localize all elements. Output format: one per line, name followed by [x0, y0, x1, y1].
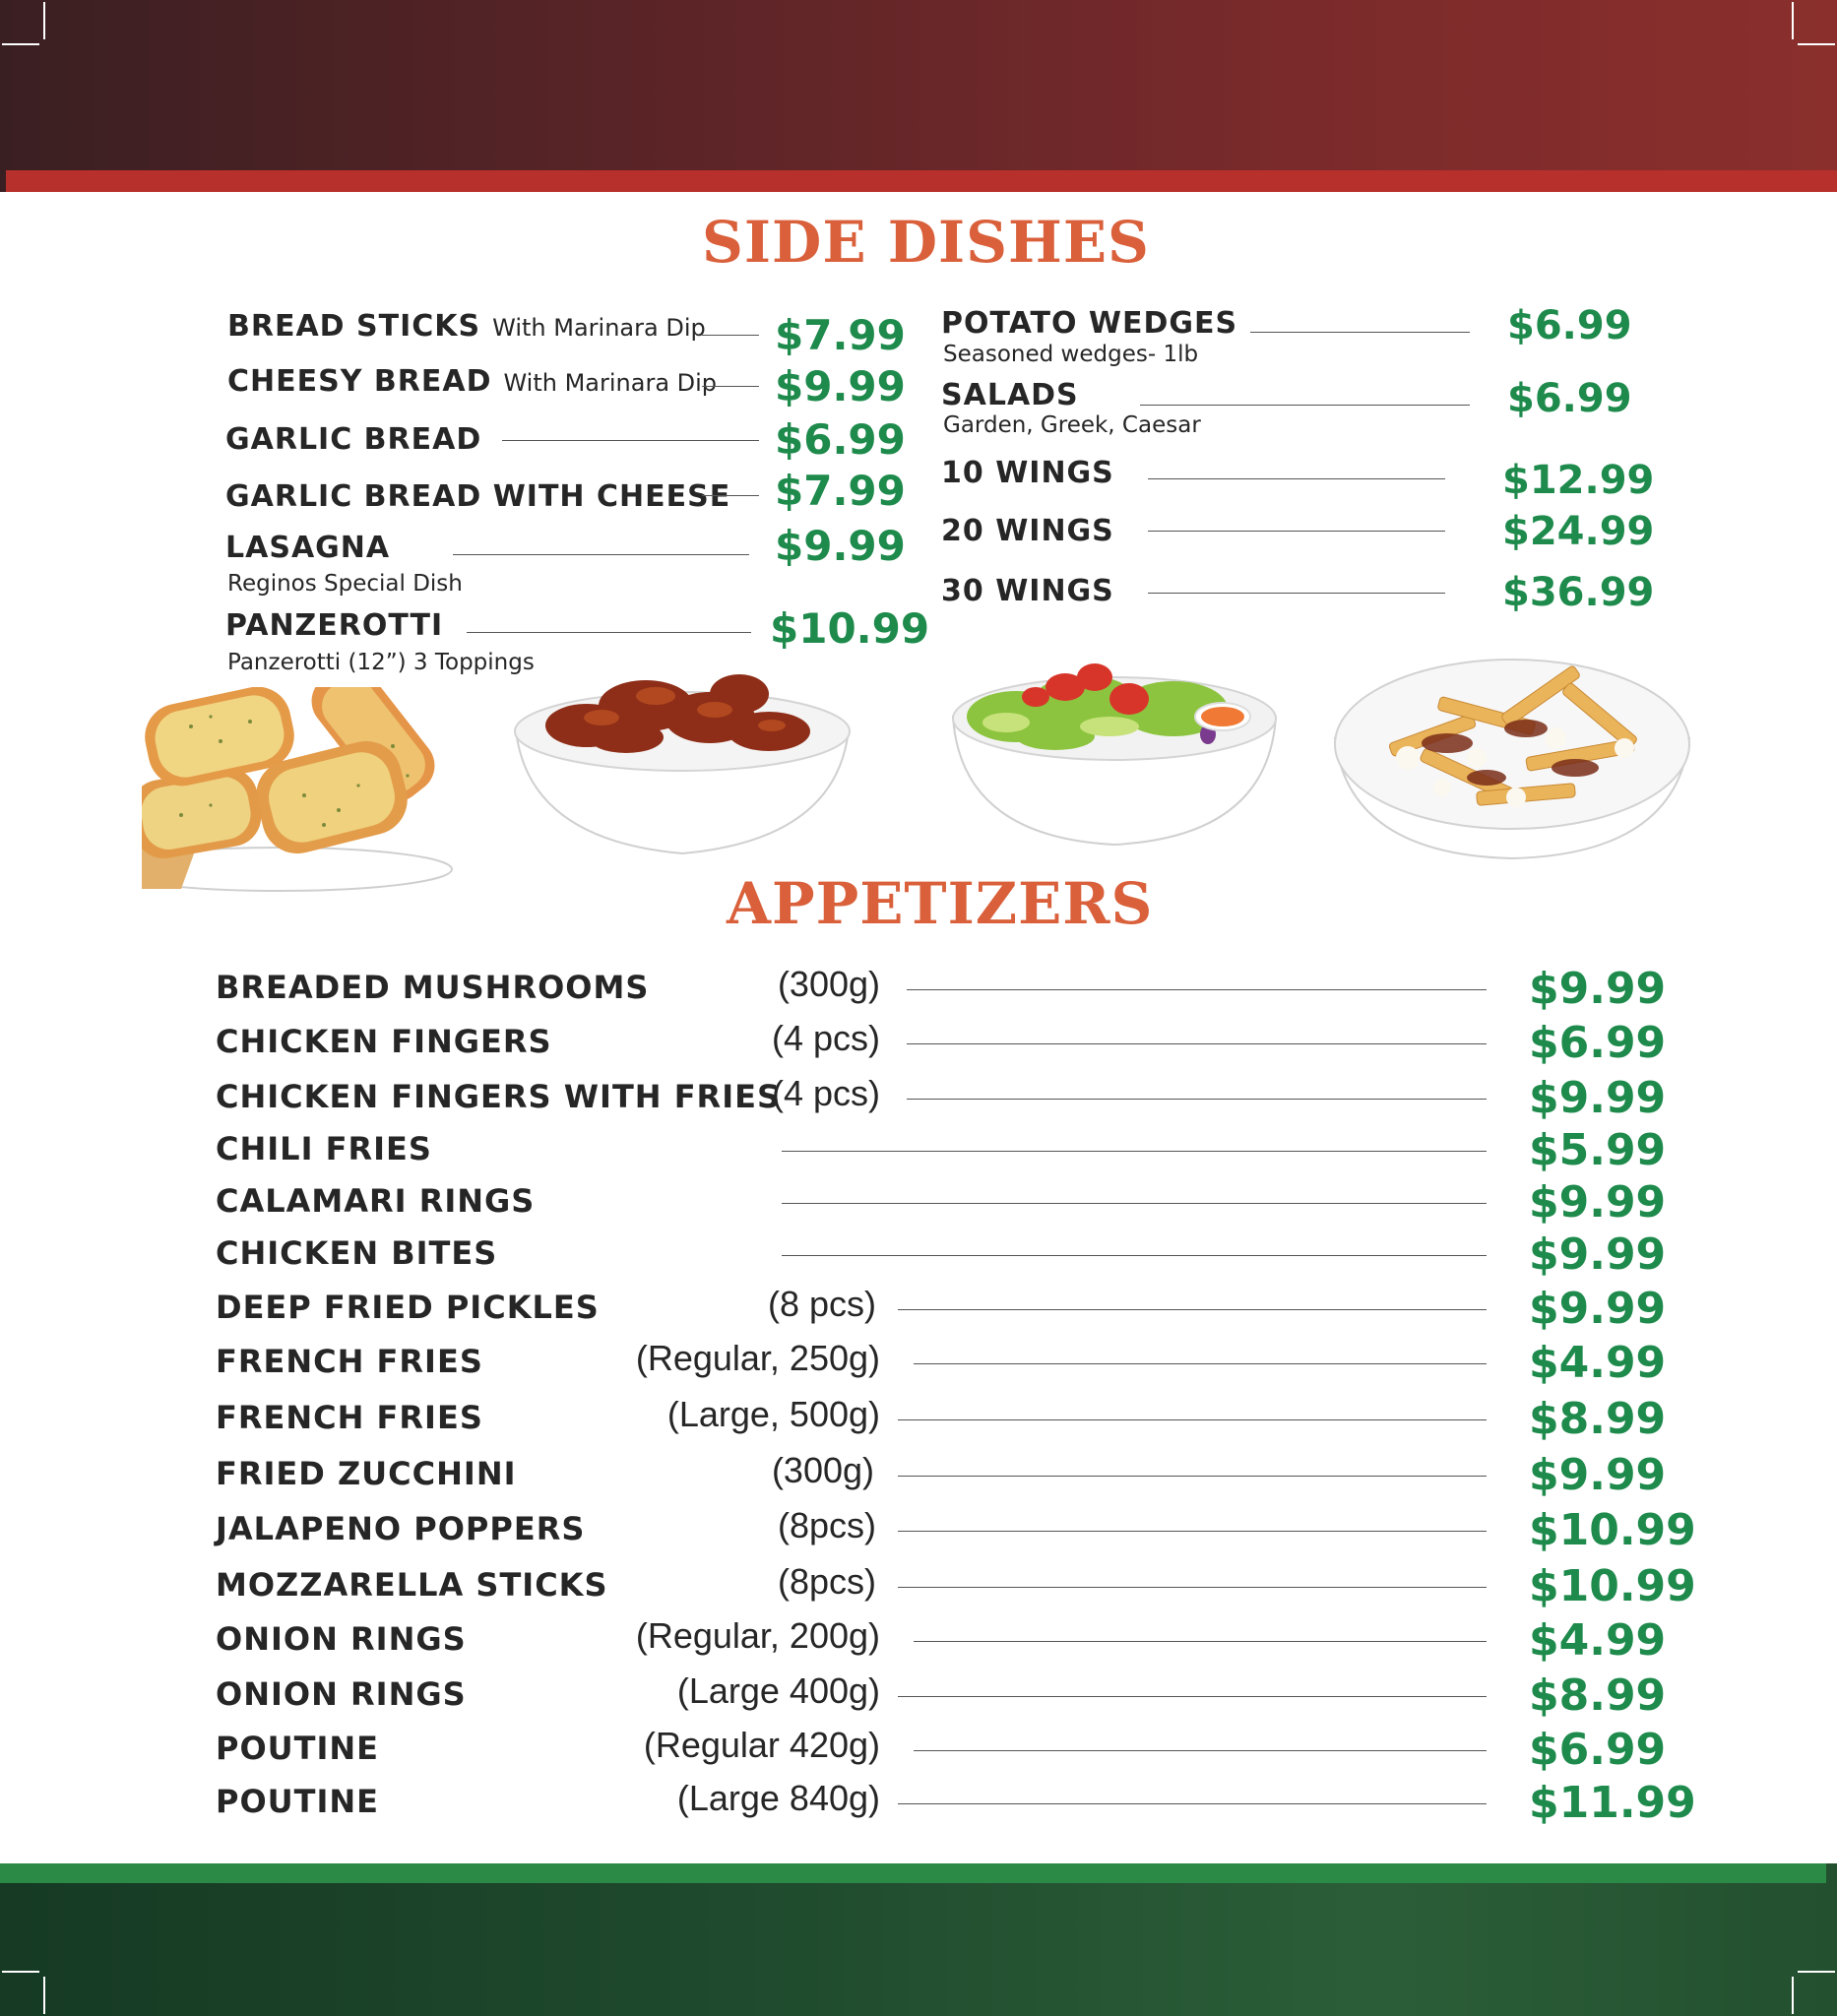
side-item-price: $36.99 — [1502, 570, 1655, 615]
appetizer-price: $5.99 — [1529, 1125, 1667, 1175]
appetizers-title: APPETIZERS — [727, 870, 1154, 937]
crop-mark-bottom-left — [2, 1971, 39, 1973]
leader-line — [1140, 405, 1470, 406]
chicken-wings-photo — [508, 672, 856, 859]
crop-mark-top-right — [1798, 43, 1835, 45]
appetizer-name: BREADED MUSHROOMS — [216, 969, 650, 1006]
leader-line — [898, 1531, 1487, 1532]
appetizer-quantity: (4 pcs) — [771, 1018, 880, 1058]
appetizer-price: $10.99 — [1529, 1561, 1696, 1611]
leader-line — [467, 632, 751, 633]
appetizer-quantity: (4 pcs) — [771, 1073, 880, 1113]
side-item-price: $6.99 — [1507, 303, 1632, 348]
side-item-name: LASAGNA — [225, 531, 391, 565]
leader-line — [782, 1151, 1487, 1152]
appetizer-quantity: (8 pcs) — [767, 1284, 876, 1324]
side-item-price: $6.99 — [1507, 376, 1632, 421]
appetizer-quantity: (Large 840g) — [676, 1778, 880, 1818]
leader-line — [1250, 332, 1470, 333]
bottom-green-stripe — [0, 1863, 1826, 1883]
appetizer-quantity: (8pcs) — [777, 1561, 876, 1602]
appetizer-name: MOZZARELLA STICKS — [216, 1566, 608, 1604]
leader-line — [782, 1203, 1487, 1204]
appetizer-quantity: (300g) — [771, 1450, 874, 1490]
leader-line — [702, 335, 759, 336]
appetizer-price: $9.99 — [1529, 1073, 1667, 1123]
side-dishes-title: SIDE DISHES — [702, 209, 1150, 276]
leader-line — [702, 495, 759, 496]
leader-line — [907, 989, 1487, 990]
top-banner — [0, 0, 1837, 192]
side-item-note: With Marinara Dip — [492, 314, 706, 342]
leader-line — [453, 554, 749, 555]
appetizer-name: CHICKEN BITES — [216, 1234, 498, 1272]
side-item-price: $6.99 — [775, 415, 906, 464]
side-item-name: GARLIC BREAD — [225, 422, 482, 457]
side-item-note: With Marinara Dip — [503, 369, 718, 397]
leader-line — [502, 440, 759, 441]
side-item-name: BREAD STICKS With Marinara Dip — [227, 309, 706, 344]
appetizer-name: CHICKEN FINGERS — [216, 1023, 552, 1060]
side-item-subtitle: Garden, Greek, Caesar — [943, 412, 1201, 438]
appetizer-price: $9.99 — [1529, 1284, 1667, 1334]
leader-line — [914, 1363, 1487, 1364]
appetizer-name: ONION RINGS — [216, 1620, 467, 1658]
appetizer-price: $11.99 — [1529, 1778, 1696, 1828]
leader-line — [907, 1043, 1487, 1044]
appetizer-price: $6.99 — [1529, 1725, 1667, 1775]
side-item-price: $7.99 — [775, 467, 906, 515]
leader-line — [782, 1255, 1487, 1256]
appetizer-name: CALAMARI RINGS — [216, 1182, 536, 1220]
appetizer-quantity: (300g) — [777, 964, 880, 1004]
appetizer-name: FRENCH FRIES — [216, 1343, 483, 1380]
crop-mark-top-right — [1792, 2, 1794, 39]
leader-line — [1148, 478, 1445, 479]
appetizer-price: $8.99 — [1529, 1670, 1667, 1721]
side-item-name: GARLIC BREAD WITH CHEESE — [225, 479, 731, 514]
side-item-name: 10 WINGS — [941, 456, 1114, 490]
garlic-bread-photo — [142, 687, 467, 898]
side-item-price: $12.99 — [1502, 458, 1655, 503]
appetizer-name: JALAPENO POPPERS — [216, 1510, 586, 1547]
appetizer-quantity: (Regular 420g) — [643, 1725, 880, 1765]
appetizer-price: $8.99 — [1529, 1394, 1667, 1444]
garden-salad-photo — [947, 658, 1282, 850]
leader-line — [702, 386, 759, 387]
leader-line — [898, 1587, 1487, 1588]
appetizer-quantity: (Regular, 250g) — [635, 1338, 880, 1378]
side-item-name: SALADS — [941, 378, 1079, 412]
side-item-name: 20 WINGS — [941, 514, 1114, 548]
appetizer-name: DEEP FRIED PICKLES — [216, 1289, 600, 1326]
side-item-name: PANZEROTTI — [225, 608, 444, 643]
crop-mark-bottom-right — [1798, 1971, 1835, 1973]
appetizer-name: CHICKEN FINGERS WITH FRIES — [216, 1078, 781, 1115]
side-item-price: $24.99 — [1502, 509, 1655, 554]
appetizer-quantity: (Large, 500g) — [666, 1394, 880, 1434]
side-item-name: 30 WINGS — [941, 574, 1114, 608]
leader-line — [898, 1696, 1487, 1697]
appetizer-price: $4.99 — [1529, 1338, 1667, 1388]
crop-mark-top-left — [2, 43, 39, 45]
appetizer-name: FRENCH FRIES — [216, 1399, 483, 1436]
appetizer-name: ONION RINGS — [216, 1675, 467, 1713]
side-item-price: $10.99 — [770, 604, 930, 653]
appetizer-name: CHILI FRIES — [216, 1130, 432, 1167]
side-item-name: CHEESY BREAD With Marinara Dip — [227, 364, 718, 399]
leader-line — [898, 1803, 1487, 1804]
top-red-stripe — [6, 170, 1837, 192]
side-item-name: POTATO WEDGES — [941, 306, 1238, 341]
crop-mark-bottom-right — [1792, 1977, 1794, 2014]
appetizer-quantity: (8pcs) — [777, 1505, 876, 1545]
appetizer-price: $9.99 — [1529, 1450, 1667, 1500]
appetizer-price: $6.99 — [1529, 1018, 1667, 1068]
crop-mark-top-left — [43, 2, 45, 39]
appetizer-name: POUTINE — [216, 1730, 380, 1767]
appetizer-quantity: (Large 400g) — [676, 1670, 880, 1711]
poutine-photo — [1329, 650, 1695, 868]
side-item-subtitle: Panzerotti (12”) 3 Toppings — [227, 650, 535, 675]
side-item-subtitle: Reginos Special Dish — [227, 571, 463, 597]
leader-line — [898, 1309, 1487, 1310]
appetizer-quantity: (Regular, 200g) — [635, 1615, 880, 1656]
leader-line — [907, 1099, 1487, 1100]
bottom-banner — [0, 1863, 1837, 2016]
side-item-price: $9.99 — [775, 522, 906, 570]
leader-line — [914, 1750, 1487, 1751]
appetizer-name: POUTINE — [216, 1783, 380, 1820]
side-item-price: $7.99 — [775, 311, 906, 359]
side-item-subtitle: Seasoned wedges- 1lb — [943, 342, 1199, 367]
leader-line — [1148, 593, 1445, 594]
appetizer-price: $9.99 — [1529, 1229, 1667, 1280]
appetizer-price: $4.99 — [1529, 1615, 1667, 1666]
crop-mark-bottom-left — [43, 1977, 45, 2014]
appetizer-price: $9.99 — [1529, 1177, 1667, 1228]
leader-line — [898, 1476, 1487, 1477]
appetizer-price: $9.99 — [1529, 964, 1667, 1014]
appetizer-price: $10.99 — [1529, 1505, 1696, 1555]
leader-line — [898, 1419, 1487, 1420]
appetizer-name: FRIED ZUCCHINI — [216, 1455, 517, 1492]
side-item-price: $9.99 — [775, 362, 906, 410]
leader-line — [1148, 531, 1445, 532]
leader-line — [914, 1641, 1487, 1642]
